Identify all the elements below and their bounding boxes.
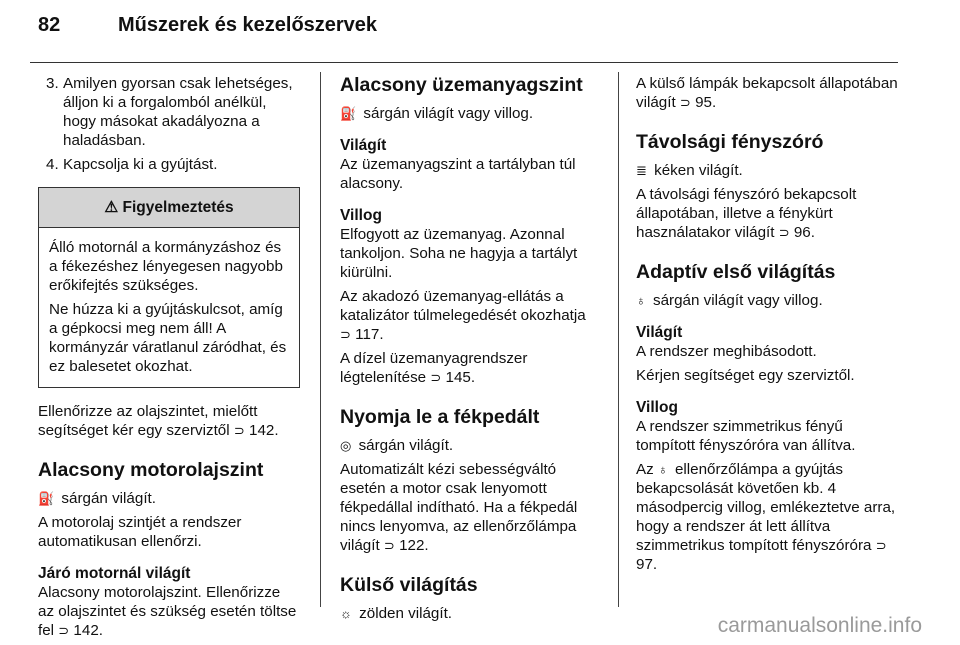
page-ref[interactable]: 97. (636, 556, 658, 573)
brake-pedal-icon: ◎ (340, 438, 352, 453)
paragraph: A távolsági fényszóró bekapcsolt állapotában, illetve a fénykürt használatakor világít ⊃ 96. (636, 186, 857, 241)
page-ref-icon: ⊃ (679, 95, 691, 110)
page-ref[interactable]: 117. (355, 326, 384, 343)
indicator-line: ⛽ sárgán világít vagy villog. (340, 105, 534, 122)
warning-box (38, 187, 300, 388)
page-ref[interactable]: 142. (73, 622, 103, 639)
paragraph: A dízel üzemanyagrendszer légtelenítése ⊃ 145. (340, 350, 528, 386)
running-title: Műszerek és kezelőszervek (118, 14, 378, 36)
section-heading: Nyomja le a fékpedált (340, 406, 540, 428)
subheading: Világít (636, 324, 683, 341)
warning-text: Álló motornál a kormányzáshoz és a fékezéshez lényegesen nagyobb erőkifejtés szükséges. (49, 239, 283, 294)
paragraph: Alacsony motorolajszint. Ellenőrizze az olajszintet és szükség esetén töltse fel ⊃ 142. (38, 584, 297, 639)
indicator-line: ⛽ sárgán világít. (38, 490, 156, 507)
indicator-line: ♁ sárgán világít vagy villog. (636, 292, 823, 309)
list-item (38, 155, 300, 174)
paragraph: Kérjen segítséget egy szerviztől. (636, 367, 855, 384)
list-text: Kapcsolja ki a gyújtást. (63, 156, 218, 173)
subheading: Villog (636, 399, 678, 416)
subheading: Villog (340, 207, 382, 224)
warning-title: Figyelmeztetés (122, 199, 234, 216)
page-ref[interactable]: 145. (445, 369, 476, 386)
page-ref-icon: ⊃ (875, 538, 887, 553)
watermark: carmanualsonline.info (717, 614, 922, 637)
header-rule (30, 62, 898, 63)
paragraph: A rendszer meghibásodott. (636, 343, 817, 360)
paragraph: Az akadozó üzemanyag-ellátás a katalizátor túlmelegedését okozhatja ⊃ 117. (340, 288, 586, 343)
page-ref[interactable]: 96. (793, 224, 815, 241)
high-beam-icon: ≣ (636, 163, 647, 178)
paragraph: Automatizált kézi sebességváltó esetén a motor csak lenyomott fékpedállal indítható. Ha a fékpedál nincs lenyomva, az ellenőrzőlámpa világít ⊃ 122. (340, 461, 578, 554)
page-ref[interactable]: 122. (399, 537, 429, 554)
warning-triangle-icon: ⚠ (104, 199, 119, 216)
section-heading: Külső világítás (340, 574, 478, 596)
fuel-pump-icon: ⛽ (340, 106, 357, 121)
page-ref-icon: ⊃ (383, 538, 395, 553)
list-number: 4. (46, 156, 59, 173)
oil-can-icon: ⛽ (38, 491, 55, 506)
page-number: 82 (38, 14, 61, 36)
section-heading: Távolsági fényszóró (636, 131, 824, 153)
page-ref-icon: ⊃ (58, 623, 70, 638)
list-number: 3. (46, 75, 59, 92)
subheading: Járó motornál világít (38, 565, 191, 582)
exterior-light-icon: ☼ (340, 606, 352, 621)
paragraph: Ellenőrizze az olajszintet, mielőtt segítséget kér egy szerviztől ⊃ 142. (38, 403, 279, 439)
adaptive-light-icon: ♁ (636, 293, 646, 308)
page-ref[interactable]: 142. (249, 422, 279, 439)
column-2 (340, 74, 598, 628)
column-divider (618, 72, 619, 607)
warning-text: Ne húzza ki a gyújtáskulcsot, amíg a gépkocsi meg nem áll! A kormányzár váratlanul záródhat, és ez balesetet okozhat. (49, 301, 287, 375)
paragraph: Az üzemanyagszint a tartályban túl alacsony. (340, 156, 576, 192)
paragraph: Az ♁ ellenőrzőlámpa a gyújtás bekapcsolását követően kb. 4 másodpercig villog, emlékeztetve arra, hogy a rendszer át lett állítva szimmetrikus tompított fényszóróra ⊃ 97. (636, 461, 896, 573)
indicator-line: ☼ zölden világít. (340, 605, 453, 622)
page-ref-icon: ⊃ (340, 327, 351, 342)
paragraph: A motorolaj szintjét a rendszer automatikusan ellenőrzi. (38, 514, 242, 550)
list-item (38, 74, 300, 150)
page-header (0, 0, 960, 46)
column-divider (320, 72, 321, 607)
paragraph: A külső lámpák bekapcsolt állapotában világít ⊃ 95. (636, 75, 898, 111)
indicator-line: ≣ kéken világít. (636, 162, 743, 179)
page-ref-icon: ⊃ (778, 225, 790, 240)
page-ref-icon: ⊃ (233, 423, 245, 438)
section-heading: Adaptív első világítás (636, 261, 836, 283)
list-text: Amilyen gyorsan csak lehetséges, álljon ki a forgalomból anélkül, hogy másokat akadályozna a haladásban. (63, 75, 293, 149)
adaptive-light-icon: ♁ (657, 462, 668, 477)
subheading: Világít (340, 137, 387, 154)
page-ref-icon: ⊃ (430, 370, 442, 385)
paragraph: A rendszer szimmetrikus fényű tompított fényszóróra van állítva. (636, 418, 856, 454)
indicator-line: ◎ sárgán világít. (340, 437, 454, 454)
section-heading: Alacsony üzemanyagszint (340, 74, 583, 96)
column-3 (636, 74, 898, 579)
warning-header (39, 188, 299, 228)
page-ref[interactable]: 95. (695, 94, 717, 111)
paragraph: Elfogyott az üzemanyag. Azonnal tankoljon. Soha ne hagyja a tartályt kiürülni. (340, 226, 578, 281)
section-heading: Alacsony motorolajszint (38, 459, 264, 481)
column-1 (38, 74, 300, 645)
